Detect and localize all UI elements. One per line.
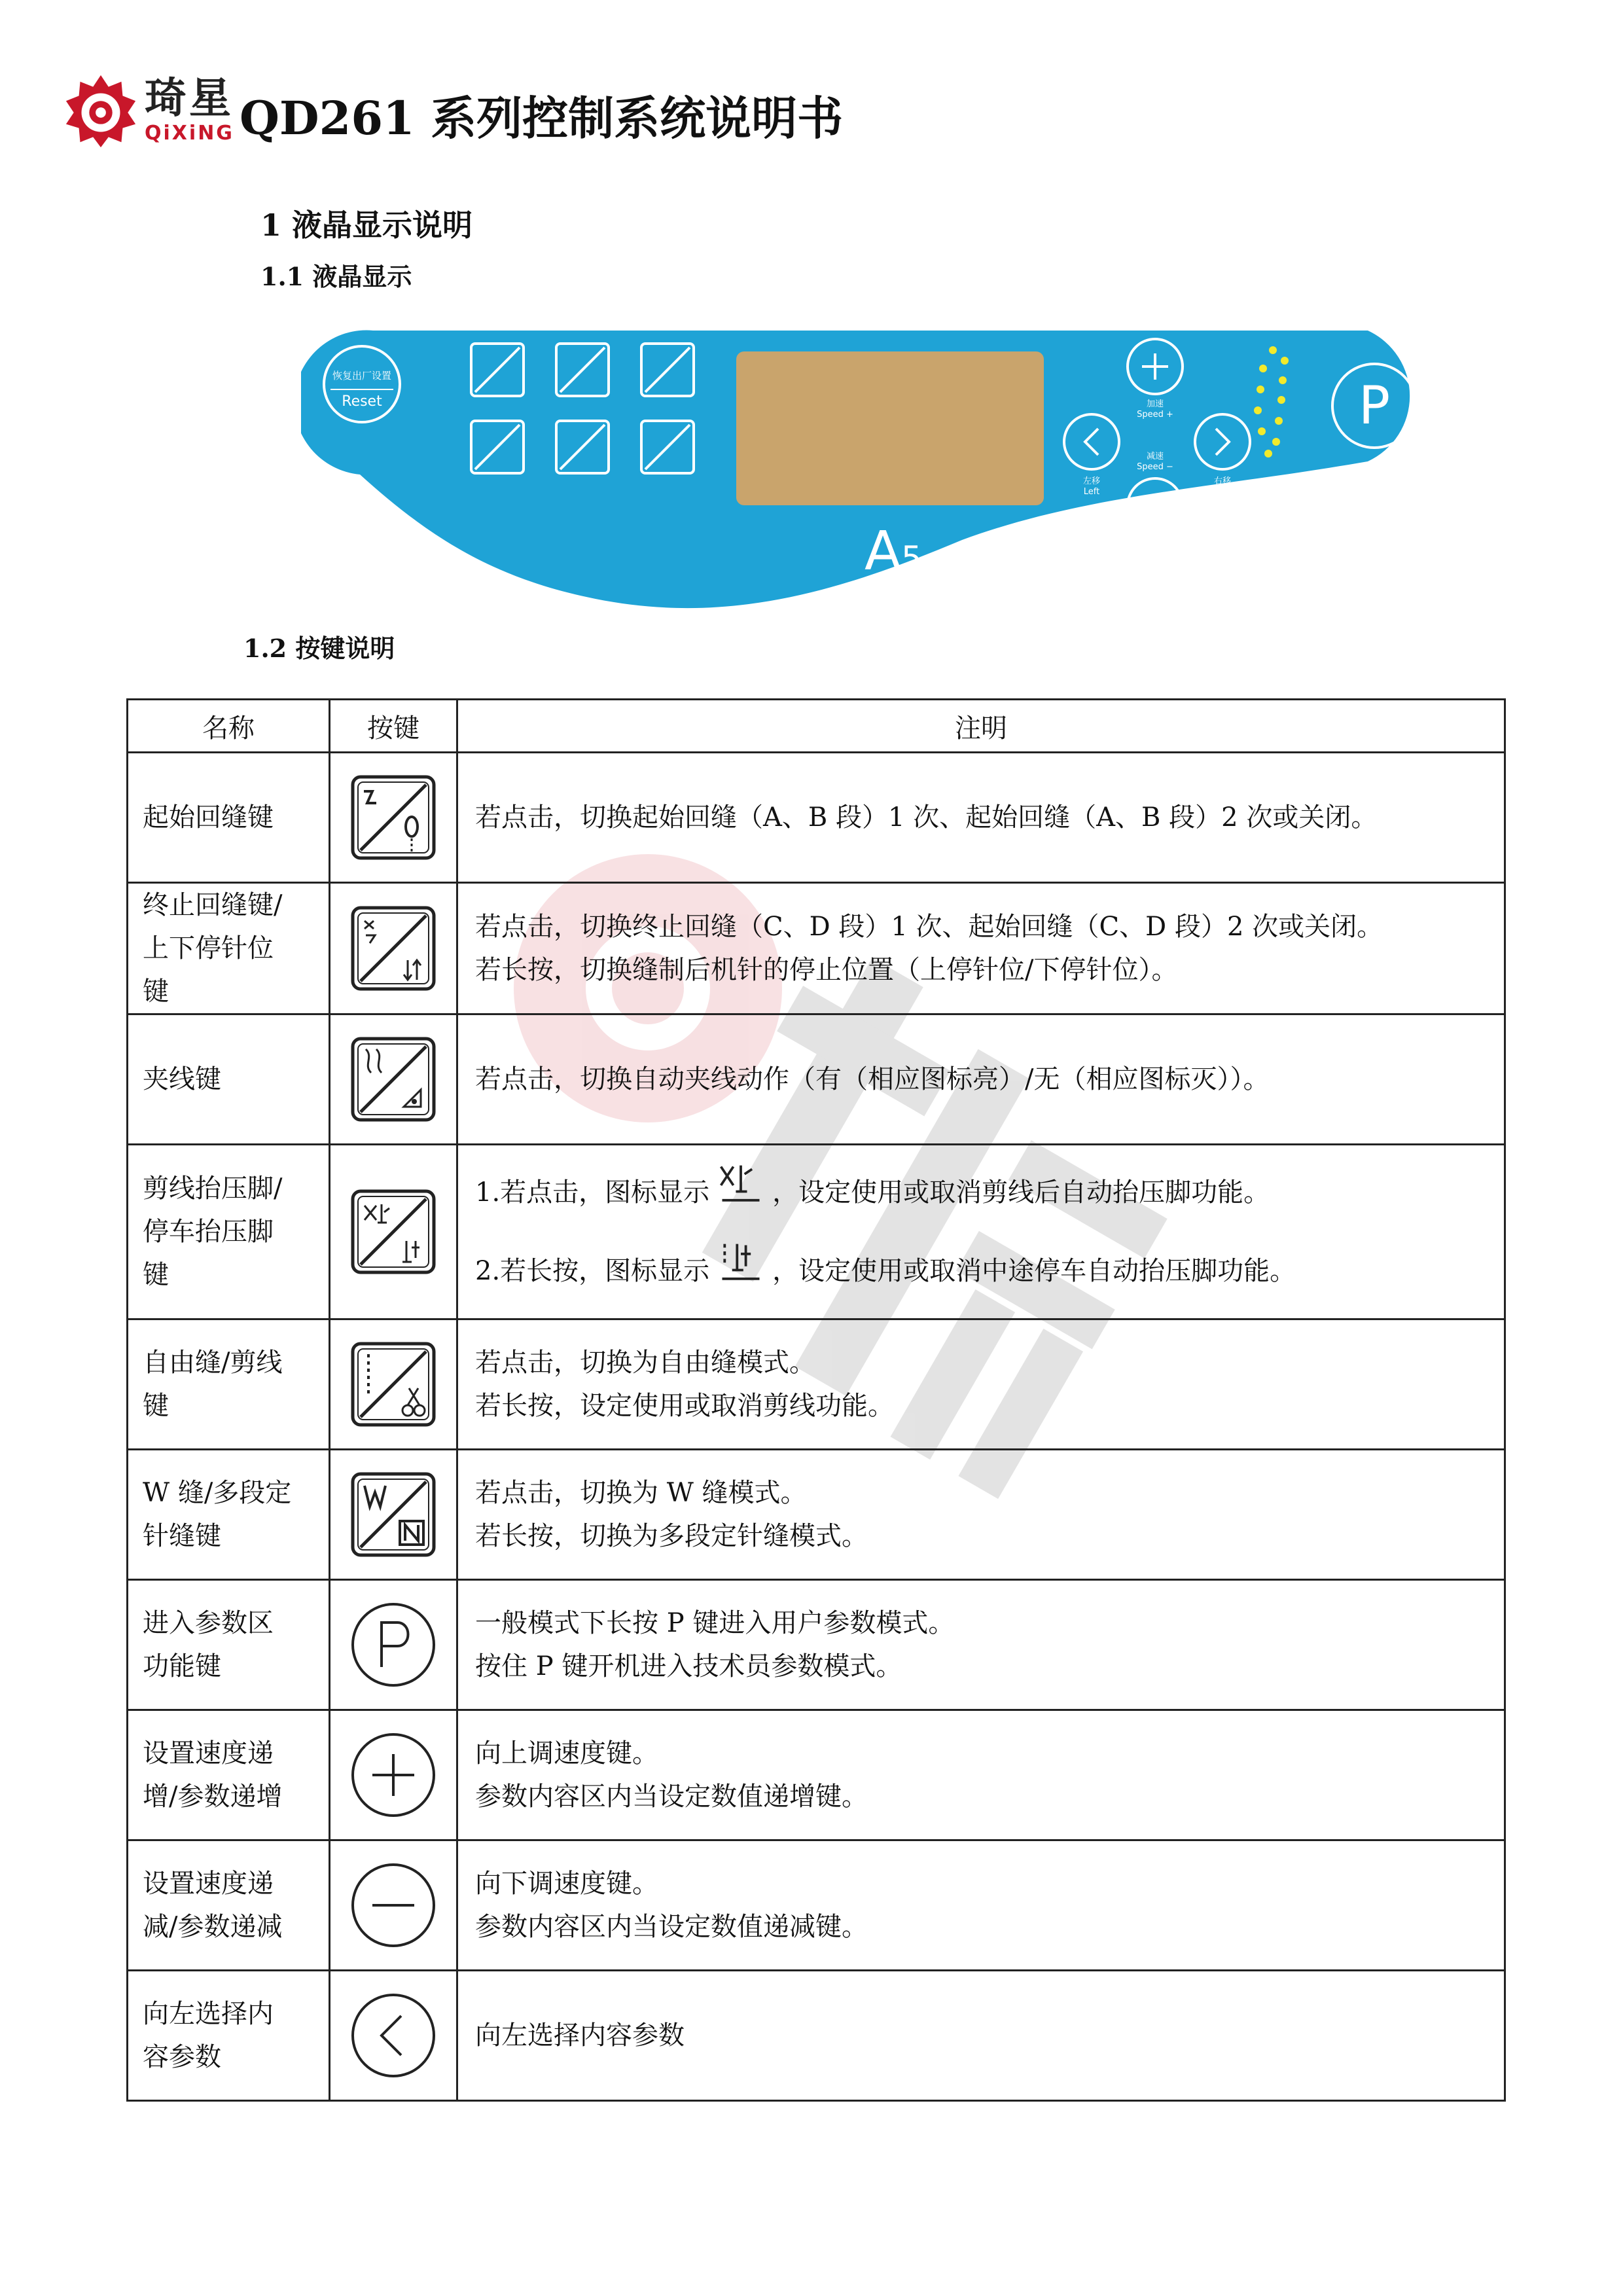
table-row	[128, 1710, 1505, 1840]
row-note: 向上调速度键。 参数内容区内当设定数值递增键。	[457, 1710, 1505, 1840]
table-row	[128, 1145, 1505, 1319]
free-sew-trim-icon	[348, 1338, 439, 1430]
row-note: 若点击，切换自动夹线动作（有（相应图标亮）/无（相应图标灭））。	[457, 1014, 1505, 1145]
row-key	[330, 1319, 457, 1450]
table-row	[128, 753, 1505, 883]
plus-label-cn: 加速	[1146, 399, 1164, 409]
left-label-cn: 左移	[1082, 476, 1101, 486]
row-note: 向左选择内容参数	[457, 1971, 1505, 2101]
row-key	[330, 1580, 457, 1710]
row-name: 自由缝/剪线 键	[128, 1319, 330, 1450]
row-key	[330, 1145, 457, 1319]
table-header-row	[128, 700, 1505, 753]
row-note: 若点击，切换为 W 缝模式。 若长按，切换为多段定针缝模式。	[457, 1450, 1505, 1580]
lcd-screen	[736, 351, 1044, 505]
document-header	[62, 69, 843, 154]
left-label-en: Left	[1083, 487, 1100, 497]
key-description-table	[126, 698, 1506, 2102]
start-backtack-icon	[348, 772, 439, 863]
document-title: QD261 系列控制系统说明书	[239, 90, 844, 145]
chevron-left-icon	[348, 1990, 439, 2081]
header-key: 按键	[330, 700, 457, 753]
plus-label-en: Speed +	[1137, 410, 1173, 420]
control-panel-drawing	[301, 324, 1446, 625]
row-name: 进入参数区 功能键	[128, 1580, 330, 1710]
header-note: 注明	[457, 700, 1505, 753]
row-name: W 缝/多段定 针缝键	[128, 1450, 330, 1580]
row-name: 夹线键	[128, 1014, 330, 1145]
row-key	[330, 883, 457, 1014]
p-button-label: P	[1358, 375, 1391, 436]
row-note: 一般模式下长按 P 键进入用户参数模式。 按住 P 键开机进入技术员参数模式。	[457, 1580, 1505, 1710]
row-name: 剪线抬压脚/ 停车抬压脚 键	[128, 1145, 330, 1319]
table-row	[128, 1014, 1505, 1145]
table-row	[128, 1580, 1505, 1710]
row-name: 终止回缝键/ 上下停针位 键	[128, 883, 330, 1014]
reset-button-en: Reset	[342, 393, 382, 410]
section-heading-1: 1 液晶显示说明	[260, 207, 473, 243]
qixing-logo-icon	[62, 73, 139, 150]
row-name: 向左选择内 容参数	[128, 1971, 330, 2101]
minus-label-en: Speed −	[1137, 462, 1173, 472]
header-name: 名称	[128, 700, 330, 753]
control-panel	[301, 324, 1446, 625]
row-note: 若点击，切换终止回缝（C、D 段）1 次、起始回缝（C、D 段）2 次或关闭。 若长按，切换缝制后机针的停止位置（上停针位/下停针位）。	[457, 883, 1505, 1014]
table-row	[128, 1450, 1505, 1580]
right-label-cn: 右移	[1213, 476, 1232, 486]
minus-label-cn: 减速	[1146, 452, 1164, 461]
table-row	[128, 1319, 1505, 1450]
w-stitch-multi-section-icon	[348, 1469, 439, 1560]
model-letter: A	[865, 520, 902, 583]
thread-clamp-icon	[348, 1033, 439, 1125]
row-note: 若点击，切换为自由缝模式。 若长按，设定使用或取消剪线功能。	[457, 1319, 1505, 1450]
section-heading-1-1: 1.1 液晶显示	[260, 262, 412, 291]
row-note: 向下调速度键。 参数内容区内当设定数值递减键。	[457, 1840, 1505, 1971]
end-backtack-needle-position-icon	[348, 903, 439, 994]
row-key	[330, 1450, 457, 1580]
row-key	[330, 1971, 457, 2101]
row-key	[330, 1710, 457, 1840]
table-row	[128, 1971, 1505, 2101]
trim-presser-lift-small-icon	[716, 1160, 766, 1210]
stop-presser-lift-small-icon	[716, 1239, 766, 1289]
row-name: 设置速度递 增/参数递增	[128, 1710, 330, 1840]
reset-button-cn: 恢复出厂设置	[332, 370, 392, 382]
row-note: 若点击，切换起始回缝（A、B 段）1 次、起始回缝（A、B 段）2 次或关闭。	[457, 753, 1505, 883]
row-name: 设置速度递 减/参数递减	[128, 1840, 330, 1971]
brand-name	[145, 75, 234, 145]
minus-icon	[348, 1859, 439, 1951]
row-key	[330, 753, 457, 883]
model-number: 5	[901, 539, 922, 577]
row-name: 起始回缝键	[128, 753, 330, 883]
row-key	[330, 1840, 457, 1971]
brand-cn: 琦星	[145, 75, 234, 123]
brand-en: QiXiNG	[145, 122, 234, 145]
table-row	[128, 1840, 1505, 1971]
row-note: 1.若点击，图标显示 ，设定使用或取消剪线后自动抬压脚功能。 2.若长按，图标显示 ，设定使用或取消中途停车自动抬压脚功能。	[457, 1145, 1505, 1319]
trim-presser-lift-icon	[348, 1186, 439, 1278]
table-row	[128, 883, 1505, 1014]
p-parameter-icon	[348, 1599, 439, 1691]
section-heading-1-2: 1.2 按键说明	[243, 634, 395, 663]
plus-icon	[348, 1729, 439, 1821]
row-key	[330, 1014, 457, 1145]
right-label-en: Right	[1211, 487, 1234, 497]
